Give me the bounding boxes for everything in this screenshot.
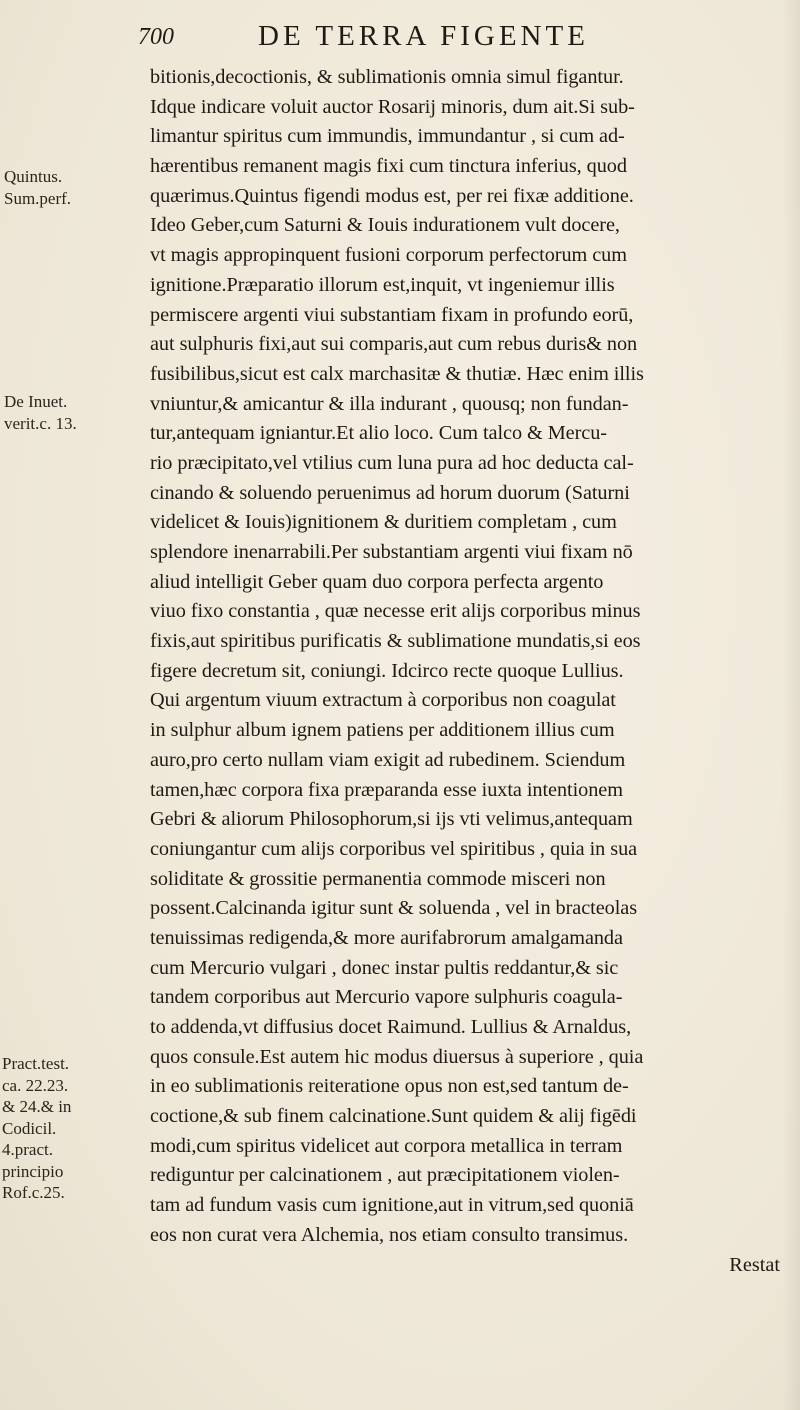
margin-note-line: principio xyxy=(2,1161,64,1181)
text-line: figere decretum sit, coniungi. Idcirco recte quoque Lullius. xyxy=(150,659,624,682)
text-line: soliditate & grossitie permanentia commode misceri non xyxy=(150,867,606,890)
text-line: splendore inenarrabili.Per substantiam argenti viui fixam nō xyxy=(150,541,633,563)
text-line: rio præcipitato,vel vtilius cum luna pura ad hoc deducta cal- xyxy=(150,451,634,474)
text-line: quærimus.Quintus figendi modus est, per rei fixæ additione. xyxy=(150,184,634,207)
margin-note-line: Sum.perf. xyxy=(4,188,72,208)
text-line: ignitione.Præparatio illorum est,inquit, vt ingeniemur illis xyxy=(150,273,615,296)
text-line: rediguntur per calcinationem , aut præcipitationem violen- xyxy=(150,1164,620,1187)
text-line: auro,pro certo nullam viam exigit ad rubedinem. Sciendum xyxy=(150,748,626,771)
text-line: fixis,aut spiritibus purificatis & sublimatione mundatis,si eos xyxy=(150,630,641,653)
text-line: tam ad fundum vasis cum ignitione,aut in vitrum,sed quoniā xyxy=(150,1194,634,1217)
margin-note-line: Quintus. xyxy=(4,167,63,186)
text-line: cinando & soluendo peruenimus ad horum duorum (Saturni xyxy=(150,481,630,504)
text-line: permiscere argenti viui substantiam fixam in profundo eorū, xyxy=(150,303,634,326)
text-line: modi,cum spiritus videlicet aut corpora metallica in terram xyxy=(150,1134,623,1157)
margin-note-line: Pract.test. xyxy=(2,1054,70,1073)
body-text xyxy=(150,63,790,1280)
margin-note-line: & 24.& in xyxy=(2,1097,72,1116)
text-line: tamen,hæc corpora fixa præparanda esse iuxta intentionem xyxy=(150,778,623,801)
margin-note-quintus xyxy=(4,166,154,209)
text-line: in eo sublimationis reiteratione opus non est,sed tantum de- xyxy=(150,1075,629,1098)
text-line: bitionis,decoctionis, & sublimationis omnia simul figantur. xyxy=(150,66,624,88)
text-line: Idque indicare voluit auctor Rosarij minoris, dum ait.Si sub- xyxy=(150,95,635,118)
text-line: viuo fixo constantia , quæ necesse erit alijs corporibus minus xyxy=(150,600,641,623)
text-line: fusibilibus,sicut est calx marchasitæ & thutiæ. Hæc enim illis xyxy=(150,362,644,385)
text-line: tandem corporibus aut Mercurio vapore sulphuris coagula- xyxy=(150,986,623,1009)
text-line: cum Mercurio vulgari , donec instar pultis reddantur,& sic xyxy=(150,956,619,979)
margin-note-line: Codicil. xyxy=(2,1118,57,1138)
text-line: aut sulphuris fixi,aut sui comparis,aut cum rebus duris& non xyxy=(150,333,638,356)
margin-note-line: ca. 22.23. xyxy=(2,1075,69,1095)
text-line: vt magis appropinquent fusioni corporum perfectorum cum xyxy=(150,244,627,267)
text-line: hærentibus remanent magis fixi cum tinctura inferius, quod xyxy=(150,155,627,178)
margin-note-line: verit.c. 13. xyxy=(4,413,77,433)
margin-note-line: Rof.c.25. xyxy=(2,1183,65,1202)
page-number: 700 xyxy=(138,24,174,50)
text-line: videlicet & Iouis)ignitionem & duritiem completam , cum xyxy=(150,511,617,534)
text-line: possent.Calcinanda igitur sunt & soluenda , vel in bracteolas xyxy=(150,897,638,920)
text-line: Ideo Geber,cum Saturni & Iouis indurationem vult docere, xyxy=(150,214,620,237)
page-header xyxy=(0,18,800,62)
text-line: coniungantur cum alijs corporibus vel spiritibus , quia in sua xyxy=(150,837,638,860)
text-line: tenuissimas redigenda,& more aurifabrorum amalgamanda xyxy=(150,926,623,949)
margin-note-line: 4.pract. xyxy=(2,1140,53,1159)
text-line: in sulphur album ignem patiens per additionem illius cum xyxy=(150,719,615,742)
margin-note-line: De Inuet. xyxy=(4,392,68,411)
margin-note-de-inuet xyxy=(4,391,154,434)
text-line: coctione,& sub finem calcinatione.Sunt quidem & alij figēdi xyxy=(150,1105,637,1128)
text-line: Gebri & aliorum Philosophorum,si ijs vti velimus,antequam xyxy=(150,808,633,831)
text-line: aliud intelligit Geber quam duo corpora perfecta argento xyxy=(150,570,604,593)
running-head: DE TERRA FIGENTE xyxy=(258,20,589,52)
text-line: quos consule.Est autem hic modus diuersus à superiore , quia xyxy=(150,1045,644,1068)
text-line: tur,antequam igniantur.Et alio loco. Cum talco & Mercu- xyxy=(150,422,607,445)
text-line: Qui argentum viuum extractum à corporibus non coagulat xyxy=(150,689,616,712)
catchword: Restat xyxy=(729,1253,780,1276)
margin-note-pract-test xyxy=(2,1053,152,1204)
text-line: limantur spiritus cum immundis, immundantur , si cum ad- xyxy=(150,125,625,148)
text-line: eos non curat vera Alchemia, nos etiam consulto transimus. xyxy=(150,1223,629,1246)
text-line: to addenda,vt diffusius docet Raimund. Lullius & Arnaldus, xyxy=(150,1016,632,1038)
text-line: vniuntur,& amicantur & illa indurant , quousq; non fundan- xyxy=(150,392,629,415)
